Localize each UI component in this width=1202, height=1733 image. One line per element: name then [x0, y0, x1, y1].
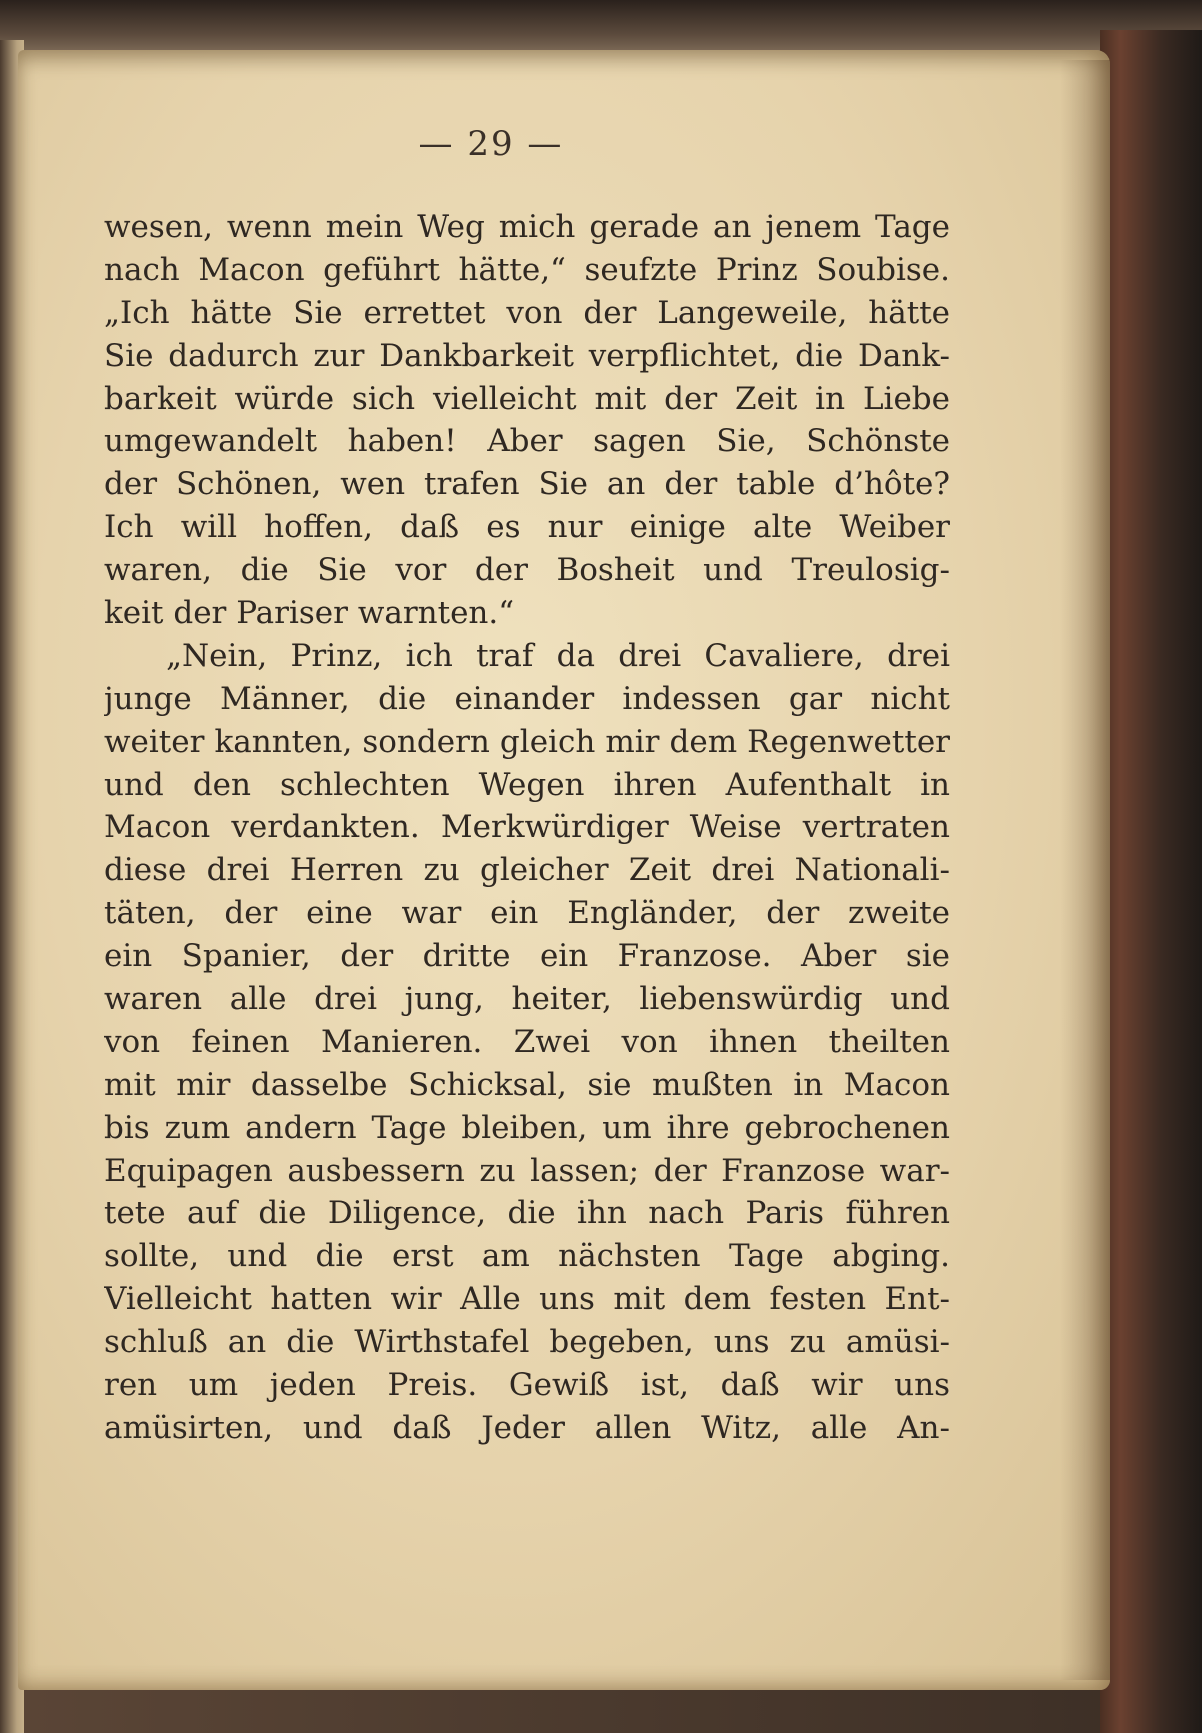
body-text — [104, 206, 950, 1450]
text-line: tete auf die Diligence, die ihn nach Paris führen — [104, 1195, 950, 1232]
text-line: der Schönen, wen trafen Sie an der table d’hôte? — [104, 466, 950, 503]
text-line: und den schlechten Wegen ihren Aufenthalt in — [104, 766, 950, 803]
text-line: diese drei Herren zu gleicher Zeit drei Nationali- — [104, 852, 950, 889]
text-line: wesen, wenn mein Weg mich gerade an jenem Tage — [104, 209, 950, 245]
text-line: waren, die Sie vor der Bosheit und Treulosig- — [104, 552, 950, 589]
text-line: ren um jeden Preis. Gewiß ist, daß wir uns — [104, 1367, 950, 1404]
text-line: junge Männer, die einander indessen gar nicht — [104, 680, 950, 717]
text-line: von feinen Manieren. Zwei von ihnen theilten — [104, 1023, 950, 1060]
text-line: ein Spanier, der dritte ein Franzose. Aber sie — [104, 938, 950, 975]
text-line: keit der Pariser warnten.“ — [104, 595, 515, 632]
text-line: nach Macon geführt hätte,“ seufzte Prinz Soubise. — [104, 251, 950, 288]
text-line: waren alle drei jung, heiter, liebenswürdig und — [104, 981, 950, 1018]
text-line: Vielleicht hatten wir Alle uns mit dem festen Ent- — [104, 1281, 950, 1318]
text-line: „Nein, Prinz, ich traf da drei Cavaliere, drei — [166, 637, 950, 674]
text-line: Equipagen ausbessern zu lassen; der Franzose war- — [104, 1152, 950, 1189]
book-cover-edge — [1100, 30, 1202, 1733]
text-line: „Ich hätte Sie errettet von der Langeweile, hätte — [104, 294, 950, 331]
page-edge-shadow — [1060, 60, 1110, 1680]
text-line: täten, der eine war ein Engländer, der zweite — [104, 895, 950, 932]
text-line: weiter kannten, sondern gleich mir dem Regenwetter — [104, 723, 950, 760]
text-line: schluß an die Wirthstafel begeben, uns zu amüsi- — [104, 1324, 950, 1361]
text-line: bis zum andern Tage bleiben, um ihre gebrochenen — [104, 1109, 950, 1146]
text-line: Ich will hoffen, daß es nur einige alte Weiber — [104, 509, 950, 546]
page-number: — 29 — — [418, 124, 564, 164]
text-line: Macon verdankten. Merkwürdiger Weise vertraten — [104, 809, 950, 846]
text-line: Sie dadurch zur Dankbarkeit verpflichtet, die Dank- — [104, 337, 950, 374]
text-line: umgewandelt haben! Aber sagen Sie, Schönste — [104, 423, 950, 460]
text-line: sollte, und die erst am nächsten Tage abging. — [104, 1238, 950, 1275]
text-line: barkeit würde sich vielleicht mit der Zeit in Liebe — [104, 380, 950, 417]
text-line: amüsirten, und daß Jeder allen Witz, alle An- — [104, 1409, 950, 1446]
text-line: mit mir dasselbe Schicksal, sie mußten in Macon — [104, 1066, 950, 1103]
